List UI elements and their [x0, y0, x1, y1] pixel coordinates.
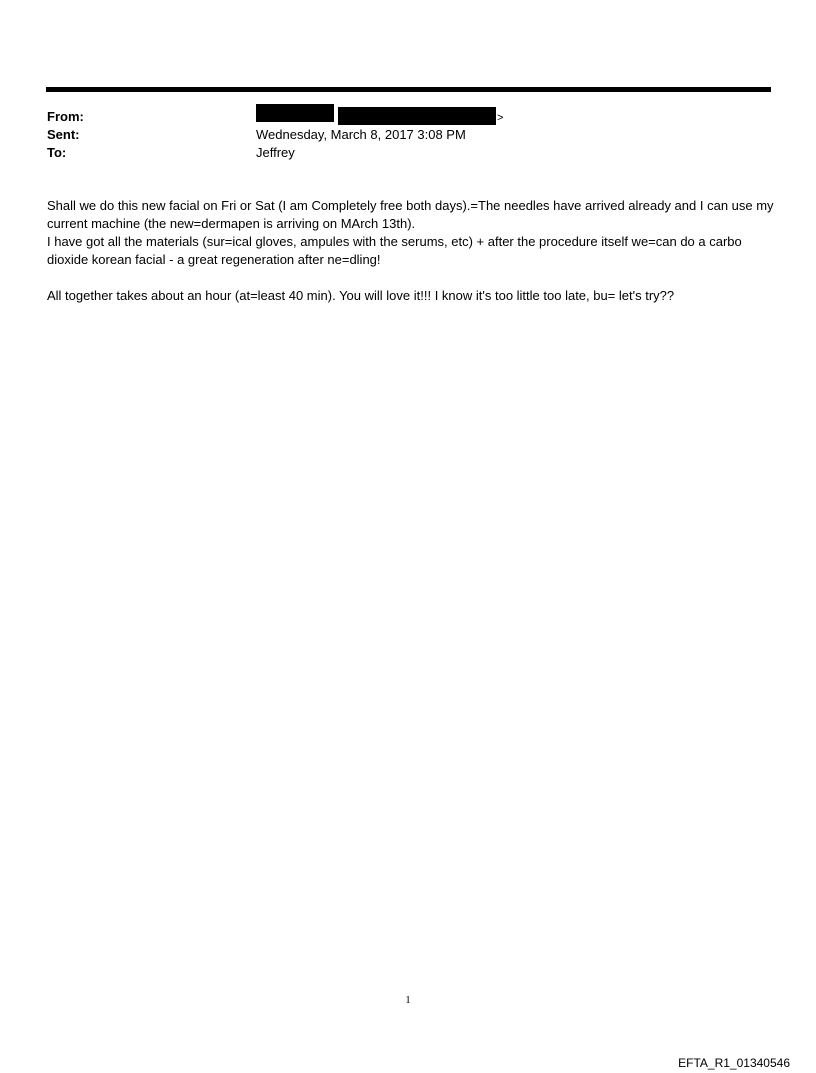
sent-label: Sent: [47, 127, 80, 142]
redaction-block [256, 104, 334, 122]
from-value [256, 108, 503, 127]
email-body [47, 197, 777, 305]
document-id: EFTA_R1_01340546 [678, 1056, 790, 1070]
sent-value: Wednesday, March 8, 2017 3:08 PM [256, 127, 466, 142]
to-value: Jeffrey [256, 145, 295, 160]
sent-row [47, 126, 771, 144]
to-label: To: [47, 145, 67, 160]
from-row [47, 108, 771, 126]
from-suffix: > [497, 112, 504, 124]
email-header [47, 108, 771, 162]
page-number: 1 [405, 994, 411, 1006]
to-row [47, 144, 771, 162]
header-rule [46, 87, 771, 92]
redaction-block [338, 107, 496, 125]
body-paragraph: All together takes about an hour (at=least 40 min). You will love it!!! I know it's too little too late, bu= let's try?? [47, 288, 675, 303]
body-paragraph: Shall we do this new facial on Fri or Sat (I am Completely free both days).=The needles have arrived already and I can use my current machine (the new=dermapen is arriving on MArch 13th). [47, 198, 774, 231]
body-paragraph: I have got all the materials (sur=ical gloves, ampules with the serums, etc) + after the procedure itself we=can do a carbo dioxide korean facial - a great regeneration after ne=dling! [47, 234, 742, 267]
from-label: From: [47, 109, 84, 124]
